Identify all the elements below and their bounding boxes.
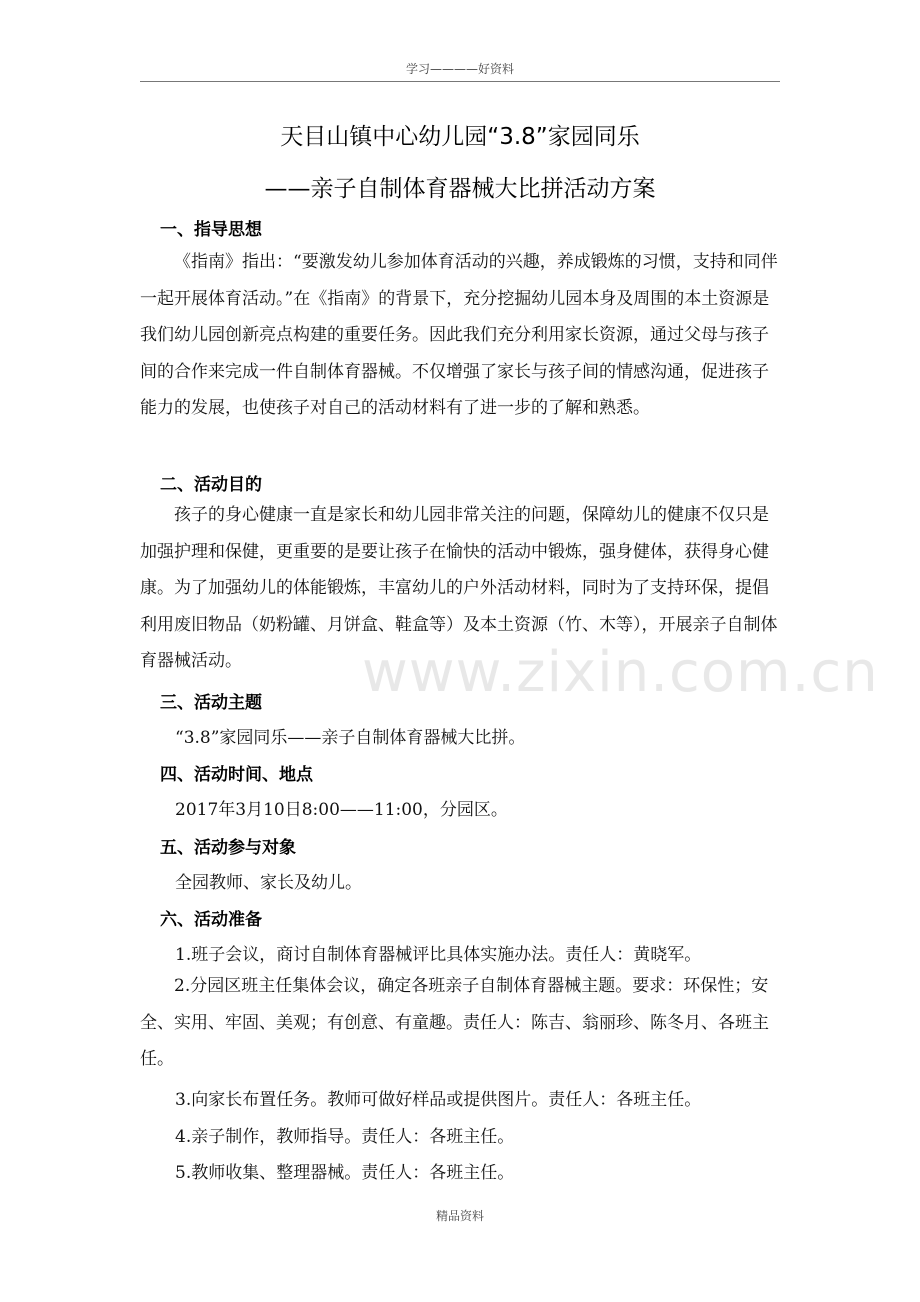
section-heading-guiding-ideology: 一、指导思想 bbox=[160, 220, 262, 240]
section-body-participants: 全园教师、家长及幼儿。 bbox=[175, 873, 362, 893]
document-title: 天目山镇中心幼儿园“3.8”家园同乐 bbox=[280, 124, 640, 150]
list-item: 2.分园区班主任集体会议，确定各班亲子自制体育器械主题。要求：环保性；安全、实用、牢固、美观；有创意、有童趣。责任人：陈吉、翁丽珍、陈冬月、各班主任。 bbox=[140, 976, 769, 1070]
section-heading-purpose: 二、活动目的 bbox=[160, 475, 262, 495]
section-heading-participants: 五、活动参与对象 bbox=[160, 838, 296, 858]
section-body-theme: “3.8”家园同乐——亲子自制体育器械大比拼。 bbox=[175, 728, 526, 748]
list-item: 4.亲子制作，教师指导。责任人：各班主任。 bbox=[175, 1127, 515, 1147]
section-heading-preparation: 六、活动准备 bbox=[160, 910, 262, 930]
watermark: www.zixin.com.cn bbox=[362, 640, 879, 705]
list-item: 3.向家长布置任务。教师可做好样品或提供图片。责任人：各班主任。 bbox=[175, 1090, 702, 1110]
list-item: 1.班子会议，商讨自制体育器械评比具体实施办法。责任人：黄晓军。 bbox=[175, 945, 702, 965]
section-heading-time-place: 四、活动时间、地点 bbox=[160, 765, 313, 785]
list-item: 5.教师收集、整理器械。责任人：各班主任。 bbox=[175, 1163, 515, 1183]
page-footer: 精品资料 bbox=[435, 1209, 484, 1223]
document-subtitle: ——亲子自制体育器械大比拼活动方案 bbox=[264, 176, 656, 202]
section-body-purpose: 孩子的身心健康一直是家长和幼儿园非常关注的问题，保障幼儿的健康不仅只是加强护理和保健，更重要的是要让孩子在愉快的活动中锻炼，强身健体，获得身心健康。为了加强幼儿的体能锻炼，丰富幼儿的户外活动材料，同时为了支持环保，提倡利用废旧物品（奶粉罐、月饼盒、鞋盒等）及本土资源（竹、木等），开展亲子自制体育器械活动。 bbox=[140, 505, 778, 672]
section-body-time-place: 2017年3月10日8:00——11:00，分园区。 bbox=[175, 800, 508, 820]
page-header: 学习————好资料 bbox=[140, 60, 780, 82]
section-heading-theme: 三、活动主题 bbox=[160, 693, 262, 713]
section-body-guiding-ideology: 《指南》指出：“要激发幼儿参加体育活动的兴趣，养成锻炼的习惯，支持和同伴一起开展体育活动。”在《指南》的背景下，充分挖掘幼儿园本身及周围的本土资源是我们幼儿园创新亮点构建的重要任务。因此我们充分利用家长资源，通过父母与孩子间的合作来完成一件自制体育器械。不仅增强了家长与孩子间的情感沟通，促进孩子能力的发展，也使孩子对自己的活动材料有了进一步的了解和熟悉。 bbox=[140, 252, 778, 419]
